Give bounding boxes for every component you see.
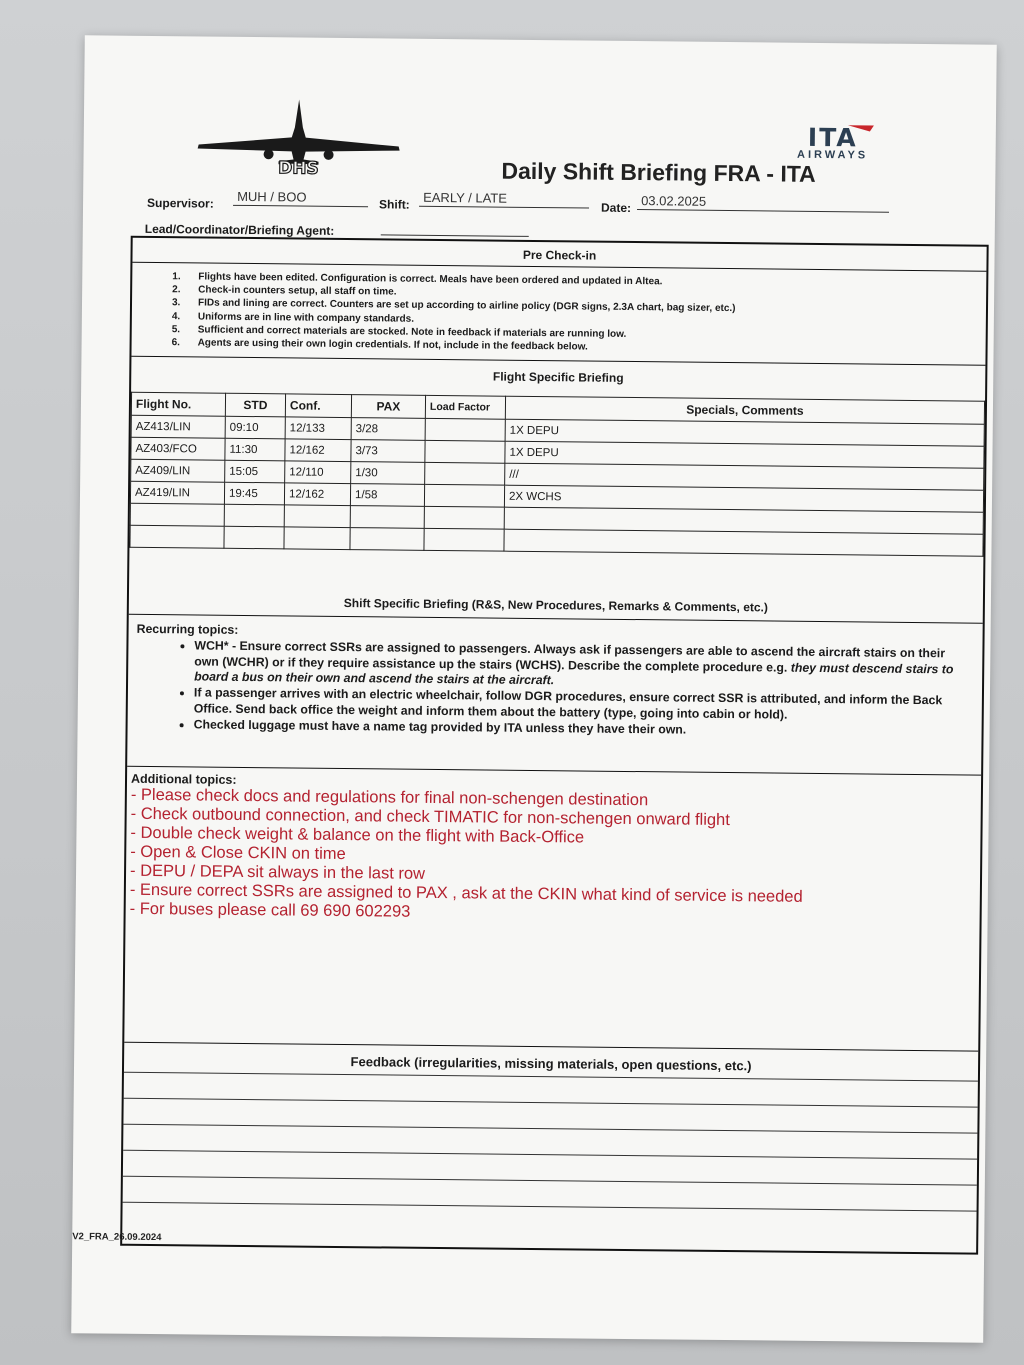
dhs-logo-text: DHS: [278, 158, 319, 179]
table-cell[interactable]: 1/30: [351, 462, 425, 485]
item-number: 4.: [171, 310, 181, 322]
table-cell[interactable]: [350, 528, 424, 551]
table-cell[interactable]: [284, 505, 350, 528]
column-header: Flight No.: [131, 392, 225, 416]
table-cell[interactable]: AZ403/FCO: [131, 437, 225, 460]
table-cell[interactable]: 2X WCHS: [504, 485, 983, 512]
date-field[interactable]: [637, 193, 889, 213]
column-header: Load Factor: [425, 395, 505, 419]
list-item: - Ensure correct SSRs are assigned to PAX , ask at the CKIN what kind of service is needed: [129, 880, 803, 906]
version-footer: V2_FRA_26.09.2024: [72, 1231, 162, 1244]
feedback-line[interactable]: [123, 1176, 977, 1186]
item-number: 3.: [171, 297, 181, 309]
ita-logo: [778, 123, 888, 164]
table-cell[interactable]: [425, 440, 505, 463]
list-item: - Double check weight & balance on the flight with Back-Office: [130, 823, 585, 847]
column-header: PAX: [351, 395, 425, 419]
table-cell[interactable]: AZ419/LIN: [130, 481, 224, 504]
table-cell[interactable]: 09:10: [225, 416, 285, 439]
table-cell[interactable]: [130, 525, 224, 548]
table-cell[interactable]: [425, 418, 505, 441]
column-header: Specials, Comments: [505, 396, 984, 424]
item-number: 5.: [171, 323, 181, 336]
table-cell[interactable]: [424, 484, 504, 507]
item-text: FIDs and lining are correct. Counters are set up according to airline policy (DGR signs, 2.3A chart, bag sizer, etc.): [197, 297, 736, 315]
item-text: Check-in counters setup, all staff on time.: [198, 284, 397, 298]
list-item: [194, 638, 966, 693]
table-cell[interactable]: 1/58: [350, 484, 424, 507]
list-item: - Check outbound connection, and check TIMATIC for non-schengen onward flight: [130, 804, 730, 830]
table-cell[interactable]: 12/162: [285, 439, 351, 462]
table-cell[interactable]: [350, 506, 424, 529]
topic-example: they must descend stairs to board a bus on their own and ascend the stairs at the aircraft.: [194, 660, 954, 688]
divider: [131, 356, 985, 366]
shift-briefing-heading: Shift Specific Briefing (R&S, New Procedures, Remarks & Comments, etc.): [343, 596, 768, 615]
supervisor-value: MUH / BOO: [237, 188, 307, 205]
table-cell[interactable]: [284, 527, 350, 550]
table-cell[interactable]: [424, 528, 504, 551]
table-cell[interactable]: 3/28: [351, 418, 425, 441]
date-value: 03.02.2025: [641, 193, 707, 209]
table-cell[interactable]: [130, 503, 224, 526]
table-cell[interactable]: AZ409/LIN: [131, 459, 225, 482]
pre-checkin-heading: Pre Check-in: [522, 247, 597, 263]
topic-text: If a passenger arrives with an electric wheelchair, follow DGR procedures, ensure correct SSR is attributed, and inform the Back Office. Send back office the weight and inform them about the battery (type, going into cabin or hold).: [193, 685, 943, 722]
list-item: - Please check docs and regulations for final non-schengen destination: [130, 785, 649, 810]
feedback-line[interactable]: [124, 1098, 978, 1108]
shift-label: Shift:: [378, 197, 410, 212]
page-title: Daily Shift Briefing FRA - ITA: [501, 157, 816, 187]
flight-briefing-heading: Flight Specific Briefing: [492, 369, 624, 385]
supervisor-field[interactable]: [233, 189, 368, 207]
table-cell[interactable]: 3/73: [351, 440, 425, 463]
topic-text: WCH* - Ensure correct SSRs are assigned to passengers. Always ask if passengers are able to ascend the aircraft stairs on their own (WCHR) or if they require assistance up the stairs (WCHS). Describe the complete procedure e.g.: [194, 638, 946, 675]
column-header: Conf.: [285, 394, 351, 418]
date-label: Date:: [600, 200, 632, 215]
ita-logo-letters: ITA: [807, 122, 858, 150]
sheet-content: [71, 35, 997, 1342]
briefing-sheet: [71, 35, 997, 1342]
pre-checkin-list: [172, 270, 963, 357]
table-cell[interactable]: [504, 529, 983, 556]
lead-field[interactable]: [381, 218, 529, 237]
lead-label: Lead/Coordinator/Briefing Agent:: [144, 221, 335, 238]
item-number: 1.: [172, 271, 181, 283]
feedback-line[interactable]: [123, 1150, 977, 1160]
table-cell[interactable]: [224, 526, 284, 549]
table-cell[interactable]: [424, 506, 504, 529]
item-text: Uniforms are in line with company standards.: [197, 311, 415, 325]
table-cell[interactable]: AZ413/LIN: [131, 415, 225, 438]
recurring-topics-list: [136, 638, 967, 741]
ita-logo-mark: [778, 123, 888, 150]
feedback-line[interactable]: [123, 1124, 977, 1134]
item-text: Agents are using their own login credentials. If not, include in the feedback below.: [197, 337, 588, 353]
table-cell[interactable]: [425, 462, 505, 485]
airplane-icon: [197, 98, 400, 165]
feedback-heading: Feedback (irregularities, missing materials, open questions, etc.): [350, 1054, 752, 1074]
flight-table: [129, 392, 985, 557]
table-cell[interactable]: 15:05: [225, 460, 285, 483]
item-text: Flights have been edited. Configuration is correct. Meals have been ordered and updated in Altea.: [198, 271, 663, 288]
table-cell[interactable]: 19:45: [224, 482, 284, 505]
recurring-topics: [136, 622, 967, 741]
item-number: 6.: [171, 337, 181, 349]
shift-value: EARLY / LATE: [423, 189, 508, 206]
recurring-topics-label: Recurring topics:: [136, 621, 239, 637]
list-item: - For buses please call 69 690 602293: [129, 899, 411, 921]
column-header: STD: [225, 393, 285, 417]
item-text: Sufficient and correct materials are stocked. Note in feedback if materials are running low.: [197, 324, 627, 340]
shift-field[interactable]: [419, 190, 589, 209]
topic-text: Checked luggage must have a name tag provided by ITA unless they have their own.: [193, 717, 687, 737]
list-item: - Open & Close CKIN on time: [130, 842, 346, 864]
supervisor-label: Supervisor:: [146, 195, 214, 211]
table-cell[interactable]: 12/162: [284, 483, 350, 506]
additional-topics-label: Additional topics:: [130, 771, 237, 787]
feedback-line[interactable]: [123, 1202, 977, 1212]
form-frame: [120, 236, 989, 1255]
ita-logo-subtitle: AIRWAYS: [796, 148, 869, 162]
table-cell[interactable]: 12/133: [285, 417, 351, 440]
table-cell[interactable]: 12/110: [285, 461, 351, 484]
table-cell[interactable]: 1X DEPU: [505, 419, 984, 446]
dhs-logo: [193, 96, 404, 178]
table-cell[interactable]: [224, 504, 284, 527]
table-cell[interactable]: 11:30: [225, 438, 285, 461]
table-cell[interactable]: ///: [505, 463, 984, 490]
list-item: - DEPU / DEPA sit always in the last row: [129, 861, 426, 883]
item-number: 2.: [172, 284, 181, 296]
additional-topics: [130, 772, 971, 928]
divider: [124, 1042, 978, 1052]
table-cell[interactable]: 1X DEPU: [505, 441, 984, 468]
